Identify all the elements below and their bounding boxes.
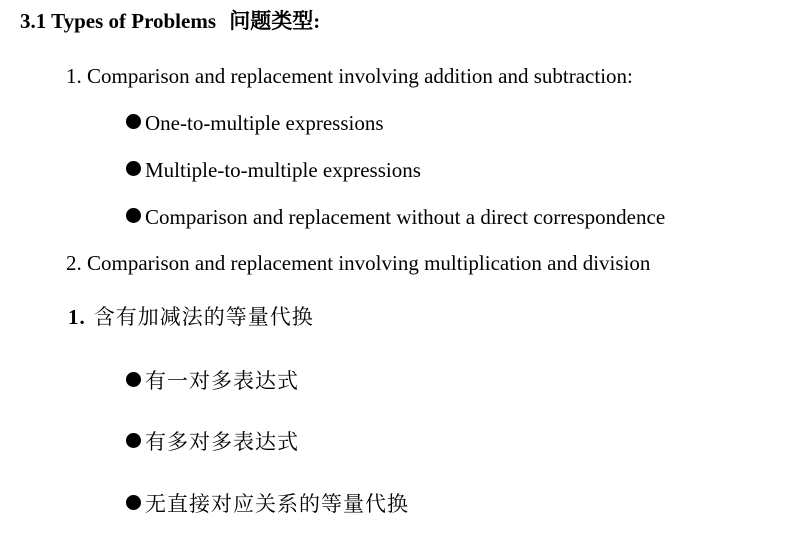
bullet-item xyxy=(126,113,384,134)
section-title-en: Types of Problems xyxy=(51,9,217,33)
bullet-icon xyxy=(126,433,141,448)
list-item-number: 1. xyxy=(66,64,82,88)
bullet-text: One-to-multiple expressions xyxy=(145,111,384,135)
bullet-icon xyxy=(126,161,141,176)
cn-list-item-1 xyxy=(68,307,314,328)
section-number: 3.1 xyxy=(20,9,47,33)
bullet-icon xyxy=(126,495,141,510)
list-item-2 xyxy=(66,253,650,274)
bullet-icon xyxy=(126,114,141,129)
bullet-icon xyxy=(126,208,141,223)
list-item-text: 含有加减法的等量代换 xyxy=(93,305,314,329)
list-item-number: 1. xyxy=(68,305,86,329)
bullet-text: Comparison and replacement without a direct correspondence xyxy=(145,205,666,229)
bullet-text: 有多对多表达式 xyxy=(145,430,299,454)
bullet-text: 无直接对应关系的等量代换 xyxy=(145,492,409,516)
list-item-text: Comparison and replacement involving addition and subtraction: xyxy=(87,64,633,88)
section-title-cn: 问题类型: xyxy=(229,9,321,33)
cn-bullet-item xyxy=(126,371,299,392)
cn-bullet-item xyxy=(126,494,409,515)
bullet-text: 有一对多表达式 xyxy=(145,369,299,393)
list-item-1 xyxy=(66,66,633,87)
list-item-number: 2. xyxy=(66,251,82,275)
list-item-text: Comparison and replacement involving multiplication and division xyxy=(87,251,651,275)
bullet-item xyxy=(126,207,665,228)
bullet-item xyxy=(126,160,421,181)
section-heading xyxy=(20,11,320,32)
bullet-icon xyxy=(126,372,141,387)
cn-bullet-item xyxy=(126,432,299,453)
bullet-text: Multiple-to-multiple expressions xyxy=(145,158,421,182)
